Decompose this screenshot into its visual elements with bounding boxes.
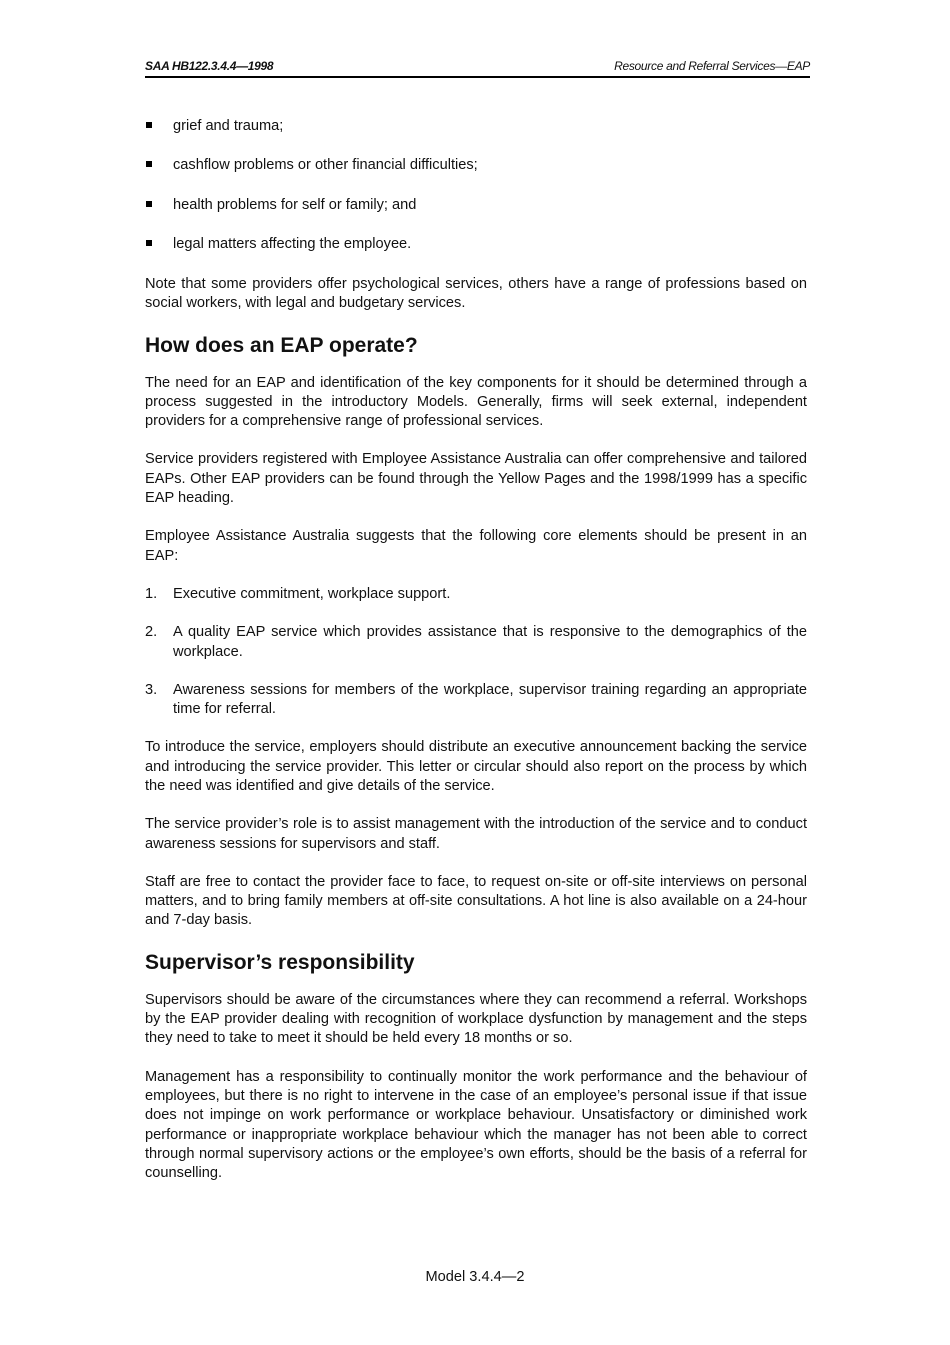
paragraph: The service provider’s role is to assist management with the introduction of the service and to conduct awareness sessions for supervisors and staff. — [145, 816, 807, 852]
list-item-text: health problems for self or family; and — [173, 196, 417, 213]
paragraph: Service providers registered with Employee Assistance Australia can offer comprehensive and tailored EAPs. Other EAP providers can be found through the Yellow Pages and the 1998/1999 has a specific EAP heading. — [145, 451, 807, 507]
list-item-text: A quality EAP service which provides assistance that is responsive to the demographics of the workplace. — [173, 624, 807, 660]
square-bullet-icon — [146, 161, 152, 167]
list-item — [145, 585, 807, 604]
header-document-code: SAA HB122.3.4.4—1998 — [145, 59, 274, 73]
list-item-text: Executive commitment, workplace support. — [173, 585, 451, 602]
list-item — [145, 235, 807, 254]
section-heading-supervisor-responsibility: Supervisor’s responsibility — [145, 950, 415, 974]
list-item-text: legal matters affecting the employee. — [173, 236, 412, 253]
page-footer — [0, 1269, 950, 1285]
square-bullet-icon — [146, 122, 152, 128]
header-section-title: Resource and Referral Services—EAP — [614, 59, 810, 73]
page-number-label: Model 3.4.4—2 — [425, 1269, 525, 1285]
body-content — [145, 117, 807, 1202]
square-bullet-icon — [146, 201, 152, 207]
list-item — [145, 196, 807, 215]
issue-bullet-list — [145, 117, 807, 255]
list-number: 1. — [145, 585, 158, 602]
section-heading-eap-operation: How does an EAP operate? — [145, 333, 418, 357]
paragraph: Supervisors should be aware of the circumstances where they can recommend a referral. Workshops by the EAP provider dealing with recognition of workplace dysfunction by management and the steps they need to take to meet it should be held every 18 months or so. — [145, 991, 807, 1047]
core-elements-list — [145, 585, 807, 719]
list-item — [145, 117, 807, 136]
list-item — [145, 156, 807, 175]
list-number: 3. — [145, 681, 158, 698]
paragraph: To introduce the service, employers should distribute an executive announcement backing the service and introducing the service provider. This letter or circular should also report on the process by which the need was identified and give details of the service. — [145, 739, 807, 794]
running-header — [145, 58, 810, 78]
list-number: 2. — [145, 624, 158, 641]
list-item-text: Awareness sessions for members of the workplace, supervisor training regarding an appropriate time for referral. — [173, 681, 807, 718]
paragraph: Management has a responsibility to continually monitor the work performance and the behaviour of employees, but there is no right to intervene in the case of an employee’s personal issue if that issue does not impinge on work performance or workplace behaviour. Unsatisfactory or diminished work performance or inappropriate workplace behaviour which the manager has not been able to correct through normal supervisory actions or the employee’s own efforts, should be the basis of a referral for counselling. — [145, 1068, 807, 1182]
list-item-text: cashflow problems or other financial difficulties; — [173, 157, 478, 174]
list-item — [145, 681, 807, 720]
list-item — [145, 623, 807, 662]
paragraph: Employee Assistance Australia suggests that the following core elements should be present in an EAP: — [145, 528, 807, 564]
paragraph: The need for an EAP and identification of the key components for it should be determined through a process suggested in the introductory Models. Generally, firms will seek external, independent providers for a comprehensive range of professional services. — [145, 374, 807, 430]
square-bullet-icon — [146, 240, 152, 246]
intro-note-paragraph: Note that some providers offer psychological services, others have a range of professions based on social workers, with legal and budgetary services. — [145, 275, 807, 312]
paragraph: Staff are free to contact the provider face to face, to request on-site or off-site interviews on personal matters, and to bring family members at off-site consultations. A hot line is also available on a 24-hour and 7-day basis. — [145, 873, 807, 929]
list-item-text: grief and trauma; — [173, 118, 284, 134]
